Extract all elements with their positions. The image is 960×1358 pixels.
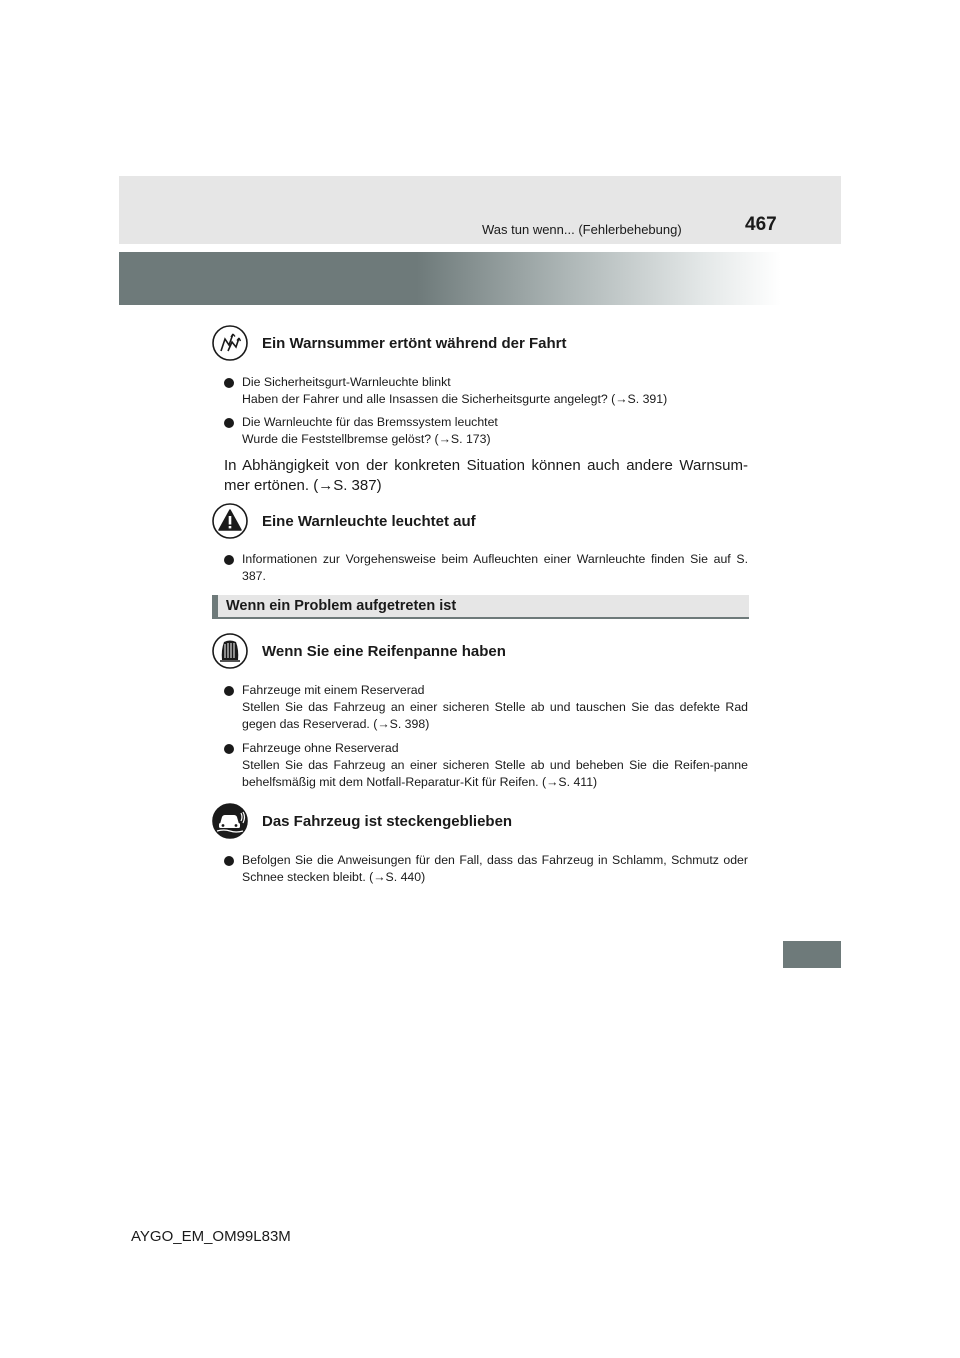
section-title-bar: [212, 595, 749, 619]
list-item-title: Fahrzeuge ohne Reserverad: [242, 741, 399, 755]
list-item: [224, 551, 748, 585]
heading-flat-tire: [212, 633, 506, 669]
bullet-dot: [224, 856, 234, 866]
section-title: Wenn ein Problem aufgetreten ist: [226, 598, 457, 614]
list-item: [224, 374, 748, 408]
bullet-dot: [224, 378, 234, 388]
list-item-title: Fahrzeuge mit einem Reserverad: [242, 683, 425, 697]
bullet-dot: [224, 686, 234, 696]
bullet-dot: [224, 418, 234, 428]
list-item-text: Befolgen Sie die Anweisungen für den Fall, dass das Fahrzeug in Schlamm, Schmutz oder Schnee stecken bleibt. (→S. 440): [242, 853, 748, 884]
chapter-tab: [783, 941, 841, 968]
heading-warning-light: [212, 503, 476, 539]
warning-triangle-icon: [212, 503, 248, 539]
tire-icon: [212, 633, 248, 669]
list-item: [224, 852, 748, 886]
heading-flat-tire-label: Wenn Sie eine Reifenpanne haben: [262, 642, 506, 660]
list-item-text: Haben der Fahrer und alle Insassen die Sicherheitsgurte angelegt? (→S. 391): [242, 392, 668, 406]
page-number: 467: [745, 214, 777, 235]
list-item-text: Wurde die Feststellbremse gelöst? (→S. 173): [242, 432, 491, 446]
chapter-gradient-bar: [119, 252, 781, 305]
list-item: [224, 740, 748, 791]
list-item-text: Stellen Sie das Fahrzeug an einer sicheren Stelle ab und tauschen Sie das defekte Rad gegen das Reserverad. (→S. 398): [242, 700, 748, 731]
list-item: [224, 414, 748, 448]
note-paragraph: In Abhängigkeit von der konkreten Situation können auch andere Warnsum-mer ertönen. (→S. 387): [224, 457, 748, 494]
bullet-dot: [224, 744, 234, 754]
list-item-title: Die Sicherheitsgurt-Warnleuchte blinkt: [242, 375, 451, 389]
running-title: Was tun wenn... (Fehlerbehebung): [482, 222, 682, 237]
bullet-dot: [224, 555, 234, 565]
list-item: [224, 682, 748, 733]
buzzer-icon: [212, 325, 248, 361]
stuck-car-icon: [212, 803, 248, 839]
header-band: [119, 176, 841, 244]
heading-stuck: [212, 803, 512, 839]
heading-warning-light-label: Eine Warnleuchte leuchtet auf: [262, 512, 476, 530]
footer-doc-code: AYGO_EM_OM99L83M: [131, 1228, 291, 1245]
list-item-text: Informationen zur Vorgehensweise beim Aufleuchten einer Warnleuchte finden Sie auf S. 387.: [242, 552, 748, 583]
list-item-text: Stellen Sie das Fahrzeug an einer sicheren Stelle ab und beheben Sie die Reifen-panne behelfsmäßig mit dem Notfall-Reparatur-Kit für Reifen. (→S. 411): [242, 758, 748, 789]
heading-buzzer: [212, 325, 567, 361]
heading-stuck-label: Das Fahrzeug ist steckengeblieben: [262, 812, 513, 830]
list-item-title: Die Warnleuchte für das Bremssystem leuchtet: [242, 415, 498, 429]
heading-buzzer-label: Ein Warnsummer ertönt während der Fahrt: [262, 334, 567, 352]
